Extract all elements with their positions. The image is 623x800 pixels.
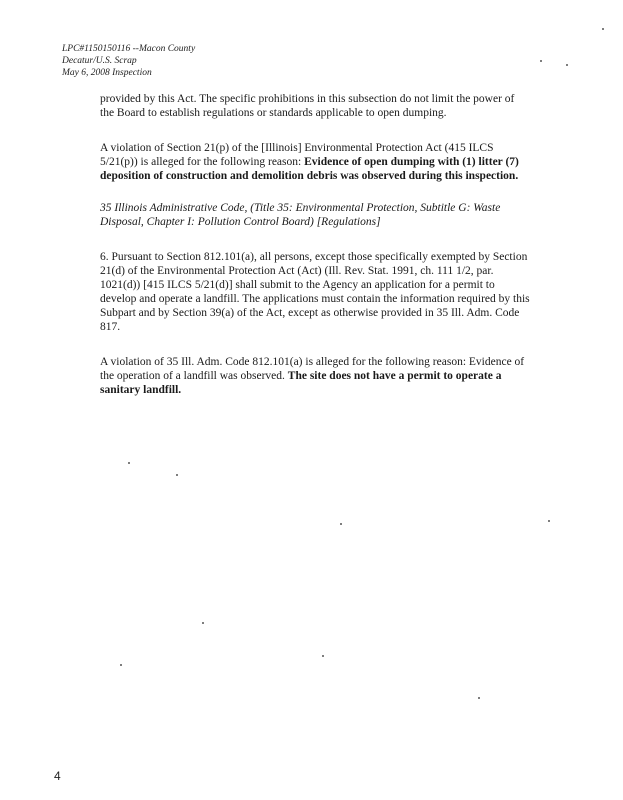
header-inspection-date: May 6, 2008 Inspection xyxy=(62,68,152,78)
scan-speck xyxy=(602,28,604,30)
scan-speck xyxy=(202,622,204,624)
paragraph-violation-812-101 xyxy=(100,355,530,397)
scan-speck xyxy=(322,655,324,657)
regulation-citation-text: 35 Illinois Administrative Code, (Title 35: Environmental Protection, Subtitle G: Waste Disposal, Chapter I: Pollution Control Board) [Regulations] xyxy=(100,202,501,228)
document-body xyxy=(100,92,530,397)
paragraph-violation-21p xyxy=(100,141,530,183)
document-header xyxy=(62,43,195,79)
violation-21p-text: A violation of Section 21(p) of the [Illinois] Environmental Protection Act (415 ILCS 5/21(p)) is alleged for the following reason: xyxy=(100,142,494,168)
page-number: 4 xyxy=(54,769,61,783)
scan-speck xyxy=(176,474,178,476)
scan-speck xyxy=(128,462,130,464)
header-site-name: Decatur/U.S. Scrap xyxy=(62,56,137,66)
scan-speck xyxy=(548,520,550,522)
scan-speck xyxy=(120,664,122,666)
paragraph-open-dumping-continuation: provided by this Act. The specific prohibitions in this subsection do not limit the power of the Board to establish regulations or standards applicable to open dumping. xyxy=(100,93,515,119)
scan-speck xyxy=(566,64,568,66)
paragraph-regulation-citation xyxy=(100,201,530,229)
violation-21p-reason: Evidence of open dumping with (1) litter (7) deposition of construction and demolition debris was observed during this inspection. xyxy=(100,156,519,182)
violation-812-reason: The site does not have a permit to operate a sanitary landfill. xyxy=(100,370,502,396)
violation-812-text: A violation of 35 Ill. Adm. Code 812.101(a) is alleged for the following reason: Evidence of the operation of a landfill was observed. xyxy=(100,356,525,382)
scan-speck xyxy=(340,523,342,525)
header-case-number: LPC#1150150116 --Macon County xyxy=(62,44,196,54)
scan-speck xyxy=(478,697,480,699)
paragraph-section-812-101: 6. Pursuant to Section 812.101(a), all persons, except those specifically exempted by Section 21(d) of the Environmental Protection Act (Act) (Ill. Rev. Stat. 1991, ch. 111 1/2, par. 1021(d)) [415 ILCS 5/21(d)] shall submit to the Agency an application for a permit to develop and operate a landfill. The applications must contain the information required by this Subpart and by Section 39(a) of the Act, except as otherwise provided in 35 Ill. Adm. Code 817. xyxy=(100,251,530,333)
scan-speck xyxy=(540,60,542,62)
